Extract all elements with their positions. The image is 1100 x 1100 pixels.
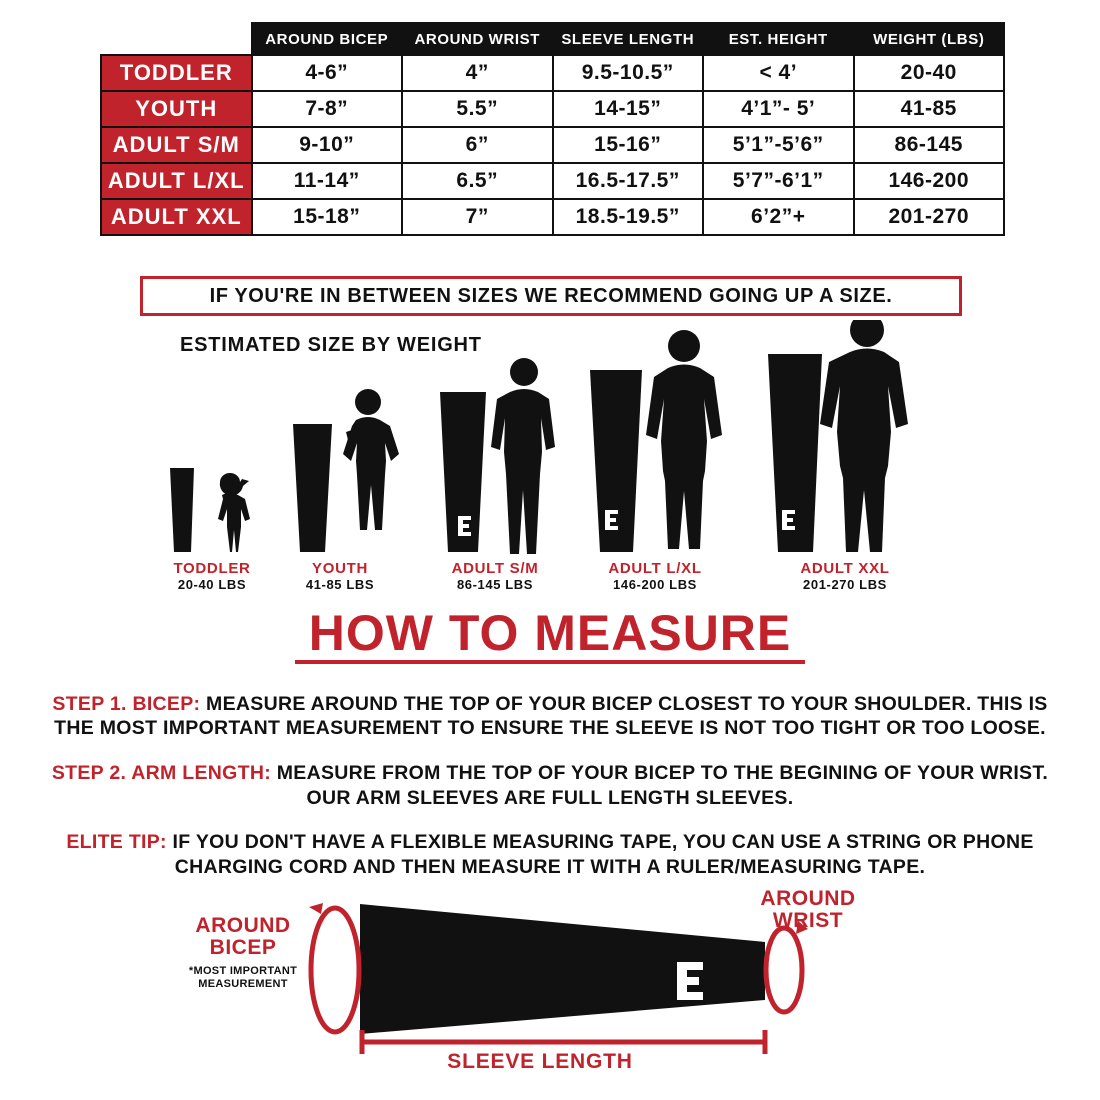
around-wrist-line1: AROUND — [760, 887, 856, 910]
cell-youth-height: 4’1”- 5’ — [703, 91, 854, 127]
cell-adult-lxl-wrist: 6.5” — [402, 163, 553, 199]
step-elite-tip-lead: ELITE TIP: — [66, 831, 167, 854]
step-bicep — [40, 692, 1060, 742]
cell-adult-xxl-bicep: 15-18” — [252, 199, 403, 235]
step-bicep-text: MEASURE AROUND THE TOP OF YOUR BICEP CLOSEST TO YOUR SHOULDER. THIS IS THE MOST IMPORTANT MEASUREMENT TO ENSURE THE SLEEVE IS NOT TOO TIGHT OR TOO LOOSE. — [54, 692, 1048, 740]
figure-youth — [293, 389, 399, 552]
bicep-circumference-ellipse — [311, 908, 359, 1032]
sleeve-diagram — [150, 887, 970, 1090]
figure-caption-sub: 86-145 LBS — [456, 577, 534, 592]
sleeve-shape — [360, 904, 765, 1034]
cell-toddler-wrist: 4” — [402, 55, 553, 91]
size-table-container — [100, 22, 1005, 236]
col-header-bicep: AROUND BICEP — [252, 23, 403, 55]
cell-adult-xxl-wrist: 7” — [402, 199, 553, 235]
table-header-row — [101, 23, 1004, 55]
cell-adult-sm-sleeve: 15-16” — [553, 127, 704, 163]
around-bicep-note: *MOST IMPORTANT MEASUREMENT — [188, 965, 298, 990]
figure-caption-title: ADULT S/M — [451, 560, 539, 577]
row-label-toddler: TODDLER — [101, 55, 252, 91]
cell-adult-sm-bicep: 9-10” — [252, 127, 403, 163]
size-table-body — [101, 55, 1004, 235]
table-corner-cell — [101, 23, 252, 55]
cell-toddler-weight: 20-40 — [854, 55, 1005, 91]
cell-youth-sleeve: 14-15” — [553, 91, 704, 127]
row-label-adult-xxl: ADULT XXL — [101, 199, 252, 235]
step-bicep-lead: STEP 1. BICEP: — [52, 692, 201, 715]
cell-adult-sm-height: 5’1”-5’6” — [703, 127, 854, 163]
around-wrist-line2: WRIST — [772, 909, 844, 933]
figure-caption-title: YOUTH — [312, 560, 368, 577]
around-bicep-line1: AROUND — [195, 914, 291, 937]
step-arm-length-text: MEASURE FROM THE TOP OF YOUR BICEP TO THE BEGINING OF YOUR WRIST. OUR ARM SLEEVES ARE FULL LENGTH SLEEVES. — [271, 761, 1049, 809]
row-label-youth: YOUTH — [101, 91, 252, 127]
figure-caption-title: ADULT XXL — [800, 560, 890, 577]
figure-caption-youth — [260, 560, 420, 592]
step-arm-length-lead: STEP 2. ARM LENGTH: — [51, 761, 271, 784]
figure-caption-sub: 41-85 LBS — [305, 577, 375, 592]
cell-adult-sm-wrist: 6” — [402, 127, 553, 163]
cell-youth-bicep: 7-8” — [252, 91, 403, 127]
cell-adult-xxl-sleeve: 18.5-19.5” — [553, 199, 704, 235]
table-row — [101, 55, 1004, 91]
cell-youth-weight: 41-85 — [854, 91, 1005, 127]
table-row — [101, 163, 1004, 199]
table-row — [101, 127, 1004, 163]
col-header-wrist: AROUND WRIST — [402, 23, 553, 55]
figure-adult-sm — [440, 358, 555, 554]
figure-caption-adult-lxl — [575, 560, 735, 592]
figure-toddler — [170, 468, 250, 552]
cell-adult-xxl-weight: 201-270 — [854, 199, 1005, 235]
cell-adult-sm-weight: 86-145 — [854, 127, 1005, 163]
step-elite-tip-text: IF YOU DON'T HAVE A FLEXIBLE MEASURING TAPE, YOU CAN USE A STRING OR PHONE CHARGING CORD AND THEN MEASURE IT WITH A RULER/MEASURING TAPE. — [166, 831, 1034, 879]
size-table-head — [101, 23, 1004, 55]
figure-caption-adult-xxl — [765, 560, 925, 592]
cell-adult-xxl-height: 6’2”+ — [703, 199, 854, 235]
silhouettes-graphic — [150, 320, 970, 600]
cell-adult-lxl-bicep: 11-14” — [252, 163, 403, 199]
figure-caption-sub: 20-40 LBS — [177, 577, 247, 592]
sleeve-length-label: SLEEVE LENGTH — [447, 1050, 633, 1073]
wrist-circumference-ellipse — [766, 928, 802, 1012]
table-row — [101, 91, 1004, 127]
how-to-measure-steps — [40, 672, 1060, 893]
figure-caption-title: ADULT L/XL — [608, 560, 702, 577]
cell-toddler-bicep: 4-6” — [252, 55, 403, 91]
how-to-measure-title: HOW TO MEASURE — [295, 608, 805, 664]
table-row — [101, 199, 1004, 235]
bicep-arrow-icon — [309, 903, 323, 914]
col-header-weight: WEIGHT (LBS) — [854, 23, 1005, 55]
around-bicep-line2: BICEP — [209, 936, 277, 960]
figure-caption-title: TODDLER — [173, 560, 251, 577]
silhouette-row — [150, 320, 970, 600]
col-header-height: EST. HEIGHT — [703, 23, 854, 55]
figure-caption-sub: 201-270 LBS — [803, 577, 887, 592]
figure-caption-adult-sm — [415, 560, 575, 592]
around-bicep-label — [178, 915, 308, 990]
estimated-size-heading: ESTIMATED SIZE BY WEIGHT — [180, 334, 482, 356]
row-label-adult-sm: ADULT S/M — [101, 127, 252, 163]
cell-toddler-height: < 4’ — [703, 55, 854, 91]
around-wrist-label — [728, 888, 888, 932]
col-header-sleeve: SLEEVE LENGTH — [553, 23, 704, 55]
step-arm-length — [40, 761, 1060, 811]
step-elite-tip — [40, 830, 1060, 880]
between-sizes-note — [140, 276, 962, 316]
row-label-adult-lxl: ADULT L/XL — [101, 163, 252, 199]
size-table — [100, 22, 1005, 236]
cell-adult-lxl-sleeve: 16.5-17.5” — [553, 163, 704, 199]
between-sizes-note-text: IF YOU'RE IN BETWEEN SIZES WE RECOMMEND GOING UP A SIZE. — [209, 284, 893, 307]
cell-adult-lxl-weight: 146-200 — [854, 163, 1005, 199]
figure-adult-xxl — [768, 320, 908, 552]
figure-caption-sub: 146-200 LBS — [613, 577, 697, 592]
cell-toddler-sleeve: 9.5-10.5” — [553, 55, 704, 91]
cell-youth-wrist: 5.5” — [402, 91, 553, 127]
cell-adult-lxl-height: 5’7”-6’1” — [703, 163, 854, 199]
